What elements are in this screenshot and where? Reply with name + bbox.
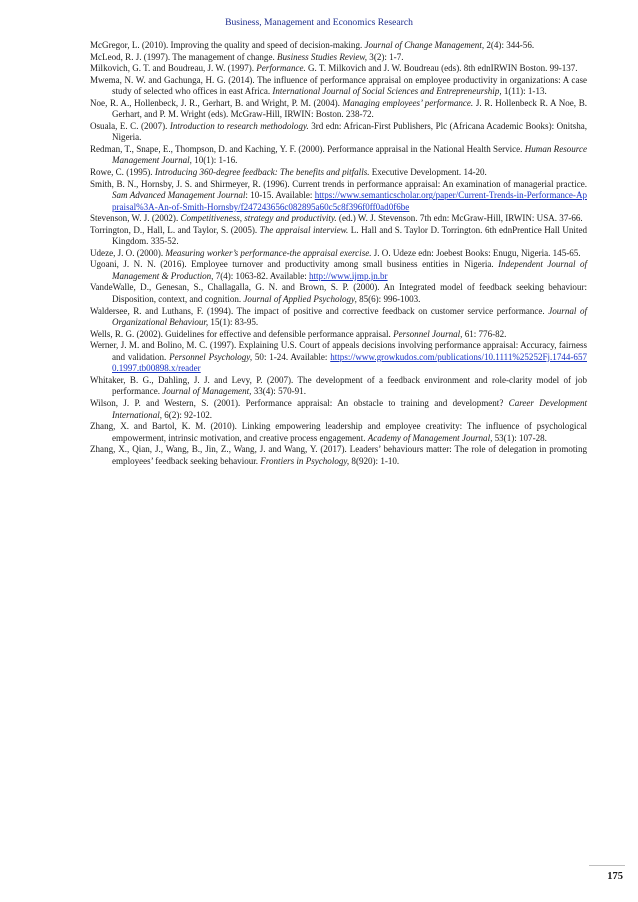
reference-entry (90, 282, 587, 305)
reference-text: J. R. Hollenbeck R. A Noe, B. Gerhart, and P. M. Wright (eds). McGraw-Hill, IRWIN: Boston. 238-72. (112, 97, 587, 120)
reference-text: Smith, B. N., Hornsby, J. S. and Shirmeyer, R. (1996). Current trends in performance appraisal: An examination of managerial practice. (90, 178, 587, 189)
reference-entry (90, 52, 587, 64)
reference-text: Zhang, X., Qian, J., Wang, B., Jin, Z., Wang, J. and Wang, Y. (2017). Leaders’ behaviours matter: The role of delegation in promoting employees’ feedback seeking behaviour. (90, 444, 587, 466)
reference-text: VandeWalle, D., Genesan, S., Challagalla, G. N. and Brown, S. P. (2000). An Integrated model of feedback seeking behaviour: Disposition, context, and cognition. (90, 282, 587, 305)
reference-text: Ugoani, J. N. N. (2016). Employee turnover and productivity among small business entities in Nigeria. (90, 259, 499, 270)
reference-text: Redman, T., Snape, E., Thompson, D. and Kaching, Y. F. (2000). Performance appraisal in the National Health Service. (90, 143, 525, 154)
reference-source-title: Journal of Management, (162, 386, 252, 397)
reference-text: Zhang, X. and Bartol, K. M. (2010). Linking empowering leadership and employee creativity: The influence of psychological empowerment, intrinsic motivation, and creative process engagement. (90, 421, 587, 443)
reference-text: 7(4): 1063-82. Available: (213, 270, 309, 281)
reference-text: Werner, J. M. and Bolino, M. C. (1997). Explaining U.S. Court of appeals decisions involving performance appraisal: Accuracy, fairness and validation. (90, 340, 587, 362)
footer-rule (589, 865, 625, 866)
reference-text: : 10-15. Available: (245, 190, 315, 201)
reference-entry (90, 40, 587, 52)
reference-text: Udeze, J. O. (2000). (90, 247, 166, 258)
reference-entry (90, 306, 587, 329)
reference-source-title: Independent Journal of Management & Production, (112, 259, 588, 281)
reference-text: 6(2): 92-102. (162, 409, 213, 420)
reference-source-title: Journal of Change Management, (364, 40, 485, 50)
reference-text: McLeod, R. J. (1997). The management of change. (90, 51, 277, 62)
reference-text: 3(2): 1-7. (367, 51, 404, 62)
reference-source-title: Sam Advanced Management Journal (112, 190, 246, 201)
reference-text: Noe, R. A., Hollenbeck, J. R., Gerhart, B. and Wright, P. M. (2004). (90, 97, 343, 108)
reference-source-title: Managing employees’ performance. (342, 97, 474, 108)
reference-source-title: Human Resource Management Journal, (112, 143, 587, 166)
reference-source-title: Measuring worker’s performance-the appraisal exercise. (165, 247, 372, 258)
reference-text: Whitaker, B. G., Dahling, J. J. and Levy, P. (2007). The development of a feedback environment and role-clarity model of job performance. (90, 374, 587, 397)
reference-link[interactable]: http://www.ijmp.jn.br (309, 270, 388, 281)
reference-entry (90, 329, 587, 341)
reference-text: 8(920): 1-10. (349, 455, 400, 466)
reference-text: G. T. Milkovich and J. W. Boudreau (eds). 8th ednIRWIN Boston. 99-137. (305, 63, 578, 74)
reference-entry (90, 121, 587, 144)
reference-text: 85(6): 996-1003. (356, 294, 421, 305)
reference-text: 61: 776-82. (462, 328, 507, 339)
reference-source-title: Personnel Journal, (393, 328, 463, 339)
reference-list (90, 40, 587, 467)
reference-text: 2(4): 344-56. (484, 40, 535, 50)
reference-text: 15(1): 83-95. (208, 317, 259, 328)
reference-source-title: Personnel Psychology, (169, 351, 253, 362)
reference-source-title: Business Studies Review, (277, 51, 368, 62)
page-number: 175 (607, 871, 623, 882)
reference-text: 3rd edn: African-First Publishers, Plc (Africana Academic Books): Onitsha, Nigeria. (112, 120, 587, 143)
reference-text: J. O. Udeze edn: Joebest Books: Enugu, Nigeria. 145-65. (371, 247, 581, 258)
reference-entry (90, 225, 587, 248)
reference-entry (90, 75, 587, 98)
reference-entry (90, 340, 587, 375)
reference-entry (90, 144, 587, 167)
reference-source-title: Competitiveness, strategy and productivity. (180, 213, 337, 224)
reference-text: Torrington, D., Hall, L. and Taylor, S. (2005). (90, 224, 260, 235)
reference-text: 53(1): 107-28. (492, 432, 547, 443)
reference-text: Milkovich, G. T. and Boudreau, J. W. (1997). (90, 63, 257, 74)
reference-text: 10(1): 1-16. (191, 155, 238, 166)
reference-source-title: Academy of Management Journal, (367, 432, 493, 443)
reference-entry (90, 259, 587, 282)
reference-text: 50: 1-24. Available: (252, 351, 331, 362)
reference-text: Waldersee, R. and Luthans, F. (1994). The impact of positive and corrective feedback on customer service performance. (90, 305, 549, 316)
reference-source-title: Journal of Organizational Behaviour, (112, 305, 587, 328)
reference-entry (90, 444, 587, 467)
reference-text: Executive Development. 14-20. (369, 167, 487, 178)
reference-source-title: Frontiers in Psychology, (260, 455, 350, 466)
reference-entry (90, 167, 587, 179)
reference-entry (90, 421, 587, 444)
reference-link[interactable]: https://www.growkudos.com/publications/10.1111%25252Fj.1744-6570.1997.tb00898.x/reader (112, 351, 587, 374)
reference-source-title: Career Development International, (112, 397, 587, 420)
reference-text: Stevenson, W. J. (2002). (90, 213, 181, 224)
reference-source-title: The appraisal interview. (259, 224, 349, 235)
reference-text: (ed.) W. J. Stevenson. 7th edn: McGraw-Hill, IRWIN: USA. 37-66. (336, 213, 583, 224)
reference-entry (90, 63, 587, 75)
reference-source-title: Introduction to research methodology. (169, 120, 309, 131)
reference-source-title: Performance. (256, 63, 306, 74)
reference-entry (90, 248, 587, 260)
reference-text: L. Hall and S. Taylor D. Torrington. 6th ednPrentice Hall United Kingdom. 335-52. (112, 224, 587, 247)
reference-entry (90, 213, 587, 225)
reference-source-title: Introducing 360-degree feedback: The benefits and pitfalls. (154, 167, 370, 178)
reference-entry (90, 398, 587, 421)
reference-source-title: International Journal of Social Sciences and Entrepreneurship, (272, 86, 502, 97)
reference-entry (90, 98, 587, 121)
reference-text: 33(4): 570-91. (251, 386, 306, 397)
reference-text: Rowe, C. (1995). (90, 167, 155, 178)
reference-entry (90, 375, 587, 398)
reference-text: Osuala, E. C. (2007). (90, 120, 170, 131)
reference-entry (90, 179, 587, 214)
journal-header: Business, Management and Economics Research (225, 17, 413, 28)
reference-text: McGregor, L. (2010). Improving the quality and speed of decision-making. (90, 40, 365, 50)
reference-text: 1(11): 1-13. (501, 86, 547, 97)
reference-link[interactable]: https://www.semanticscholar.org/paper/Current-Trends-in-Performance-Appraisal%3A-An-of-Smith-Hornsby/f247243656c082895a60c5c8f396f0ff0ad0f6be (112, 190, 587, 212)
reference-text: Wells, R. G. (2002). Guidelines for effective and defensible performance appraisal. (90, 328, 394, 339)
reference-source-title: Journal of Applied Psychology, (243, 294, 357, 305)
reference-text: Mwema, N. W. and Gachunga, H. G. (2014). The influence of performance appraisal on employee productivity in organizations: A case study of selected who offices in east Africa. (90, 74, 587, 97)
reference-text: Wilson, J. P. and Western, S. (2001). Performance appraisal: An obstacle to training and development? (90, 397, 509, 408)
